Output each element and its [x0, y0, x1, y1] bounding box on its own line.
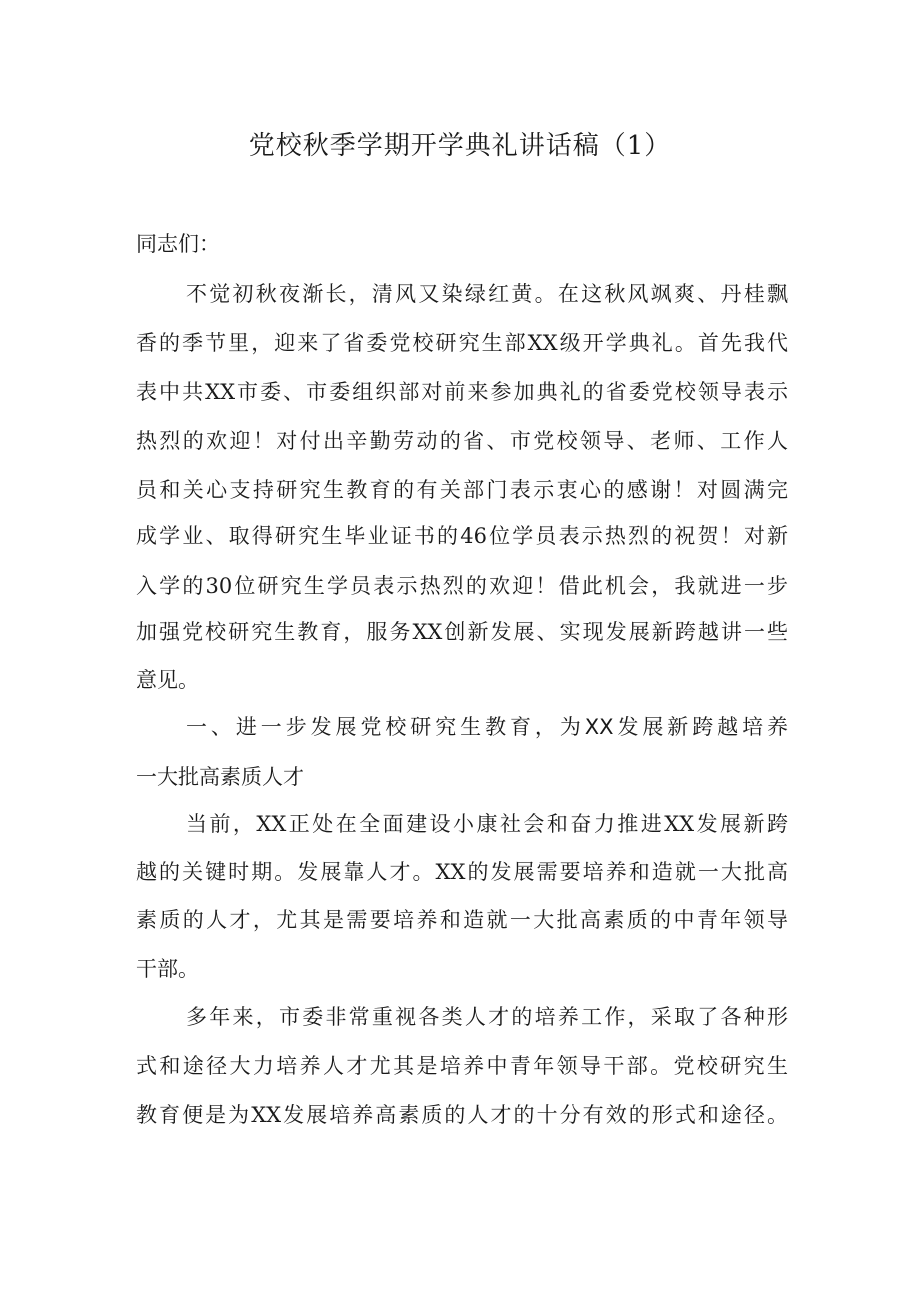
paragraph-1-line: 成学业、取得研究生毕业证书的46位学员表示热烈的祝贺！对新 [136, 524, 788, 548]
paragraph-1-line: 不觉初秋夜渐长，清风又染绿红黄。在这秋风飒爽、丹桂飘 [186, 282, 788, 306]
paragraph-2-line: 干部。 [136, 957, 199, 981]
section-heading-line: 一大批高素质人才 [136, 765, 304, 789]
salutation: 同志们： [136, 232, 220, 256]
paragraph-1-line: 热烈的欢迎！对付出辛勤劳动的省、市党校领导、老师、工作人 [136, 429, 788, 453]
paragraph-1-line: 意见。 [136, 668, 199, 692]
paragraph-3-line: 教育便是为XX发展培养高素质的人才的十分有效的形式和途径。 [136, 1103, 788, 1127]
paragraph-1-line: 加强党校研究生教育，服务XX创新发展、实现发展新跨越讲一些 [136, 620, 788, 644]
paragraph-2-line: 素质的人才，尤其是需要培养和造就一大批高素质的中青年领导 [136, 908, 788, 932]
paragraph-1-line: 员和关心支持研究生教育的有关部门表示衷心的感谢！对圆满完 [136, 478, 788, 502]
paragraph-1-line: 入学的30位研究生学员表示热烈的欢迎！借此机会，我就进一步 [136, 574, 788, 598]
paragraph-1-line: 表中共XX市委、市委组织部对前来参加典礼的省委党校领导表示 [136, 380, 788, 404]
paragraph-1-line: 香的季节里，迎来了省委党校研究生部XX级开学典礼。首先我代 [136, 331, 788, 355]
paragraph-2-line: 越的关键时期。发展靠人才。XX的发展需要培养和造就一大批高 [136, 860, 788, 884]
section-heading-line: 一、进一步发展党校研究生教育，为XX发展新跨越培养 [186, 715, 788, 739]
paragraph-3-line: 多年来，市委非常重视各类人才的培养工作，采取了各种形 [186, 1005, 788, 1029]
document-title: 党校秋季学期开学典礼讲话稿（1） [248, 131, 672, 161]
paragraph-2-line: 当前，XX正处在全面建设小康社会和奋力推进XX发展新跨 [186, 812, 788, 836]
paragraph-3-line: 式和途径大力培养人才尤其是培养中青年领导干部。党校研究生 [136, 1054, 788, 1078]
